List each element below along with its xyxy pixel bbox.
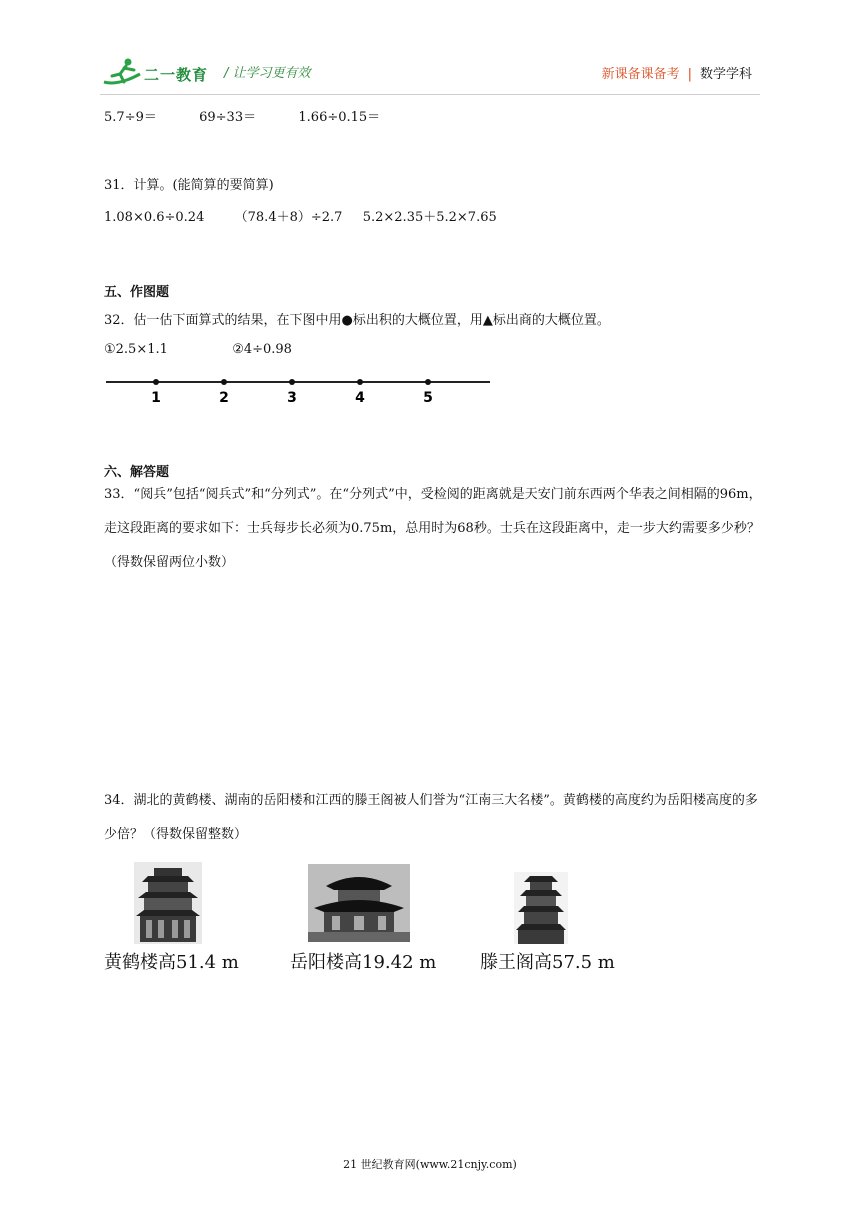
q32-item-2: ②4÷0.98 bbox=[232, 342, 292, 357]
logo bbox=[100, 56, 210, 90]
caption-yueyang-tower: 岳阳楼高19.42 m bbox=[290, 952, 437, 973]
q32-title: 32．估一估下面算式的结果，在下图中用●标出积的大概位置，用▲标出商的大概位置。 bbox=[104, 313, 610, 328]
number-line-label-1: 1 bbox=[151, 390, 161, 406]
page-header bbox=[100, 54, 760, 94]
number-line-label-5: 5 bbox=[423, 390, 433, 406]
tengwang-pavilion-image bbox=[514, 872, 568, 944]
q30-item-3: 1.66÷0.15＝ bbox=[298, 110, 381, 125]
number-line-point-4 bbox=[357, 379, 363, 385]
number-line-point-3 bbox=[289, 379, 295, 385]
q31-item-3: 5.2×2.35＋5.2×7.65 bbox=[362, 210, 497, 225]
q33-text: 33．“阅兵”包括“阅兵式”和“分列式”。在“分列式”中，受检阅的距离就是天安门前东西两个华表之间相隔的96m，走这段距离的要求如下：士兵每步长必须为0.75m，总用时为68秒。士兵在这段距离中，走一步大约需要多少秒？（得数保留两位小数） bbox=[104, 487, 762, 570]
q31-items bbox=[104, 206, 497, 225]
number-line bbox=[106, 372, 490, 406]
number-line-label-2: 2 bbox=[219, 390, 229, 406]
header-separator: | bbox=[687, 67, 692, 82]
logo-text: 二一教育 bbox=[144, 66, 209, 84]
header-right bbox=[602, 63, 752, 82]
section-title-5: 五、作图题 bbox=[104, 285, 170, 300]
section-title-6: 六、解答题 bbox=[104, 465, 170, 480]
header-divider bbox=[100, 94, 760, 95]
q31-title: 31．计算。(能简算的要简算) bbox=[104, 178, 274, 193]
number-line-point-1 bbox=[153, 379, 159, 385]
q34-text: 34．湖北的黄鹤楼、湖南的岳阳楼和江西的滕王阁被人们誉为“江南三大名楼”。黄鹤楼的高度约为岳阳楼高度的多少倍？（得数保留整数） bbox=[104, 793, 758, 842]
number-line-point-5 bbox=[425, 379, 431, 385]
q30-item-1: 5.7÷9＝ bbox=[104, 110, 157, 125]
caption-tengwang-pavilion: 滕王阁高57.5 m bbox=[480, 952, 615, 973]
q32-item-1: ①2.5×1.1 bbox=[104, 342, 168, 357]
caption-yellow-crane-tower: 黄鹤楼高51.4 m bbox=[104, 952, 239, 973]
q31-item-2: （78.4＋8）÷2.7 bbox=[234, 210, 343, 225]
number-line-label-4: 4 bbox=[355, 390, 365, 406]
q31-item-1: 1.08×0.6÷0.24 bbox=[104, 210, 205, 225]
building-figures bbox=[104, 862, 644, 982]
header-label: 新课备课备考 bbox=[601, 67, 680, 82]
q30-line bbox=[104, 106, 380, 125]
q30-item-2: 69÷33＝ bbox=[199, 110, 257, 125]
number-line-label-3: 3 bbox=[287, 390, 297, 406]
yellow-crane-tower-image bbox=[134, 862, 202, 944]
runner-logo-icon bbox=[100, 56, 144, 90]
slogan: / 让学习更有效 bbox=[224, 66, 311, 81]
page-footer: 21 世纪教育网(www.21cnjy.com) bbox=[343, 1158, 517, 1171]
q32-items bbox=[104, 342, 292, 357]
yueyang-tower-image bbox=[308, 864, 410, 942]
number-line-point-2 bbox=[221, 379, 227, 385]
header-subject: 数学学科 bbox=[699, 67, 752, 82]
